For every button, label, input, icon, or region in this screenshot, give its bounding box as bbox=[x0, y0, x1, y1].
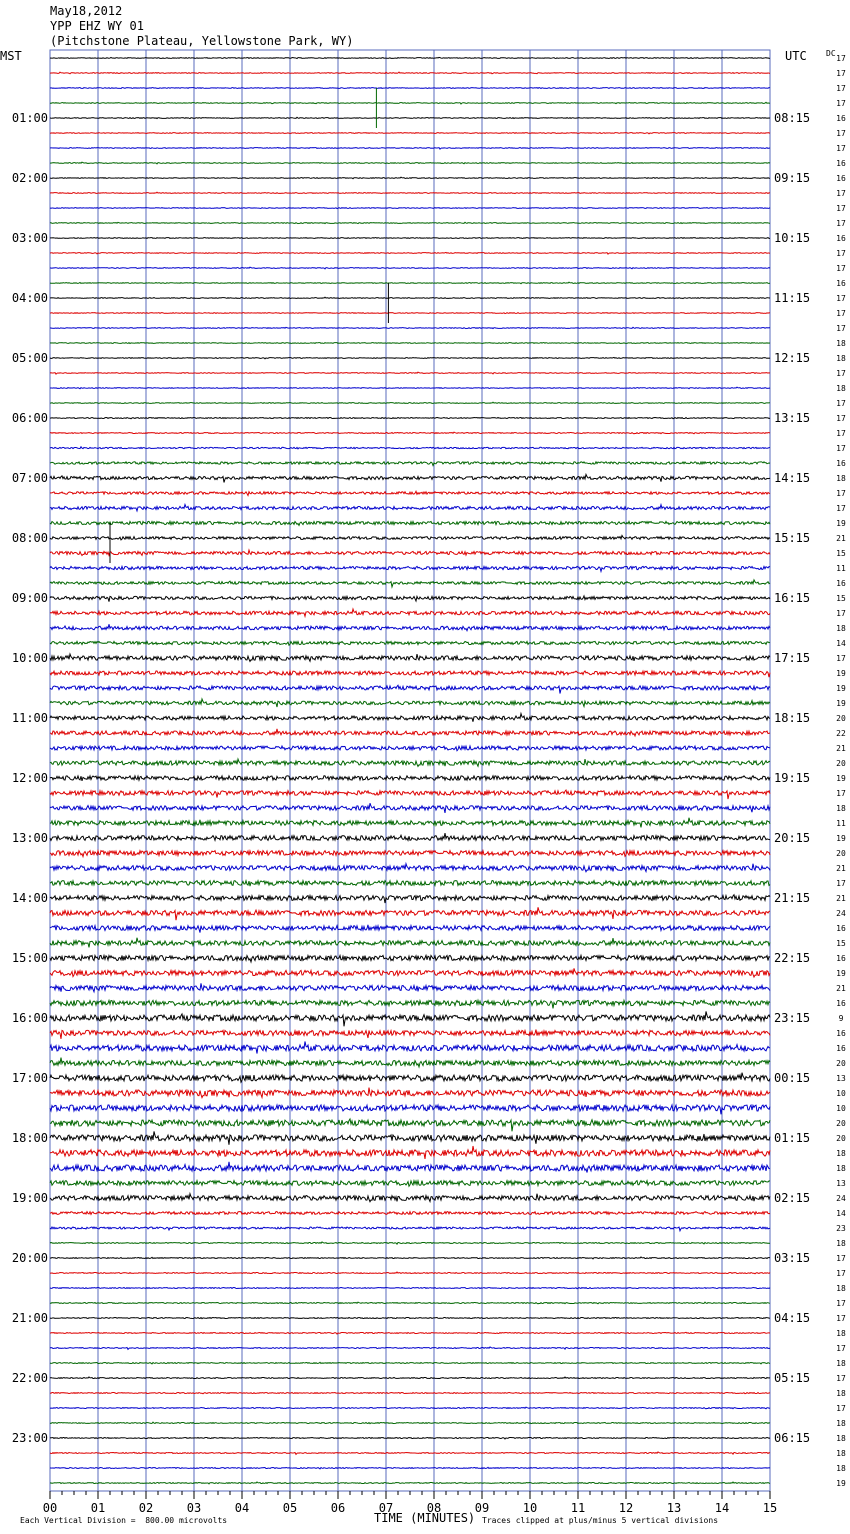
trace-line-blue bbox=[50, 1041, 770, 1053]
right-hour-label: 22:15 bbox=[774, 951, 811, 965]
x-tick-label: 15 bbox=[762, 1501, 778, 1515]
left-hour-label: 15:00 bbox=[11, 951, 48, 965]
trace-line-green bbox=[50, 402, 770, 403]
trace-line-red bbox=[50, 1452, 770, 1454]
trace-line-black bbox=[50, 57, 770, 58]
dc-offset-value: 20 bbox=[836, 759, 846, 768]
dc-offset-value: 13 bbox=[836, 1074, 846, 1083]
trace-line-green bbox=[50, 641, 770, 645]
trace-line-black bbox=[50, 714, 770, 722]
dc-offset-value: 18 bbox=[836, 1164, 846, 1173]
trace-line-black bbox=[50, 833, 770, 840]
dc-offset-value: 17 bbox=[836, 504, 846, 513]
dc-offset-value: 11 bbox=[836, 564, 846, 573]
right-hour-label: 10:15 bbox=[774, 231, 811, 245]
x-tick-label: 01 bbox=[90, 1501, 106, 1515]
trace-line-black bbox=[50, 238, 770, 239]
dc-offset-value: 16 bbox=[836, 999, 846, 1008]
left-hour-label: 14:00 bbox=[11, 891, 48, 905]
header-station: YPP EHZ WY 01 bbox=[50, 19, 144, 33]
trace-line-blue bbox=[50, 1467, 770, 1469]
trace-line-black bbox=[50, 1073, 770, 1082]
trace-line-red bbox=[50, 1146, 770, 1159]
left-hour-label: 22:00 bbox=[11, 1371, 48, 1385]
right-hour-label: 18:15 bbox=[774, 711, 811, 725]
trace-line-green bbox=[50, 162, 770, 164]
trace-line-black bbox=[50, 536, 770, 540]
trace-line-red bbox=[50, 907, 770, 920]
dc-offset-value: 17 bbox=[836, 879, 846, 888]
trace-line-red bbox=[50, 790, 770, 799]
dc-offset-value: 19 bbox=[836, 699, 846, 708]
footer-scale-note: Each Vertical Division = 800.00 microvolts bbox=[20, 1516, 228, 1525]
trace-line-blue bbox=[50, 685, 770, 693]
left-hour-label: 17:00 bbox=[11, 1071, 48, 1085]
trace-line-green bbox=[50, 1482, 770, 1484]
left-hour-label: 12:00 bbox=[11, 771, 48, 785]
left-hour-label: 20:00 bbox=[11, 1251, 48, 1265]
right-hour-label: 20:15 bbox=[774, 831, 811, 845]
trace-line-blue bbox=[50, 88, 770, 89]
left-axis-label: MST bbox=[0, 49, 22, 63]
dc-offset-value: 14 bbox=[836, 1209, 846, 1218]
trace-line-blue bbox=[50, 746, 770, 751]
trace-line-green bbox=[50, 102, 770, 104]
trace-line-black bbox=[50, 895, 770, 903]
dc-offset-value: 10 bbox=[836, 1089, 846, 1098]
dc-offset-value: 10 bbox=[836, 1104, 846, 1113]
dc-offset-value: 21 bbox=[836, 984, 846, 993]
right-hour-label: 09:15 bbox=[774, 171, 811, 185]
trace-line-red bbox=[50, 1212, 770, 1215]
trace-line-black bbox=[50, 596, 770, 602]
trace-line-green bbox=[50, 818, 770, 828]
trace-line-red bbox=[50, 851, 770, 857]
right-axis-label: UTC bbox=[785, 49, 807, 63]
trace-line-black bbox=[50, 955, 770, 961]
dc-offset-value: 18 bbox=[836, 1419, 846, 1428]
dc-offset-value: 18 bbox=[836, 624, 846, 633]
trace-line-green bbox=[50, 343, 770, 344]
dc-offset-value: 16 bbox=[836, 1044, 846, 1053]
dc-offset-value: 18 bbox=[836, 339, 846, 348]
trace-line-green bbox=[50, 222, 770, 223]
trace-line-blue bbox=[50, 803, 770, 813]
dc-offset-value: 18 bbox=[836, 1464, 846, 1473]
left-hour-label: 18:00 bbox=[11, 1131, 48, 1145]
trace-line-black bbox=[50, 1011, 770, 1026]
right-hour-label: 17:15 bbox=[774, 651, 811, 665]
dc-offset-value: 17 bbox=[836, 489, 846, 498]
dc-offset-value: 17 bbox=[836, 1254, 846, 1263]
dc-offset-value: 17 bbox=[836, 129, 846, 138]
dc-offset-value: 19 bbox=[836, 519, 846, 528]
dc-offset-value: 19 bbox=[836, 774, 846, 783]
dc-offset-value: 17 bbox=[836, 249, 846, 258]
dc-offset-value: 16 bbox=[836, 579, 846, 588]
right-hour-label: 12:15 bbox=[774, 351, 811, 365]
dc-offset-value: 20 bbox=[836, 714, 846, 723]
left-hour-label: 10:00 bbox=[11, 651, 48, 665]
dc-offset-value: 18 bbox=[836, 1449, 846, 1458]
trace-line-red bbox=[50, 671, 770, 677]
trace-line-black bbox=[50, 117, 770, 118]
trace-line-red bbox=[50, 72, 770, 74]
dc-offset-value: 16 bbox=[836, 159, 846, 168]
x-tick-label: 02 bbox=[138, 1501, 154, 1515]
trace-line-green bbox=[50, 1000, 770, 1008]
right-hour-label: 16:15 bbox=[774, 591, 811, 605]
right-hour-label: 01:15 bbox=[774, 1131, 811, 1145]
dc-offset-value: 17 bbox=[836, 99, 846, 108]
trace-line-blue bbox=[50, 147, 770, 149]
dc-offset-value: 15 bbox=[836, 939, 846, 948]
trace-line-green bbox=[50, 759, 770, 766]
dc-offset-value: 18 bbox=[836, 1284, 846, 1293]
right-hour-label: 05:15 bbox=[774, 1371, 811, 1385]
right-hour-label: 03:15 bbox=[774, 1251, 811, 1265]
trace-line-blue bbox=[50, 1407, 770, 1409]
x-tick-label: 07 bbox=[378, 1501, 394, 1515]
dc-offset-value: 17 bbox=[836, 1269, 846, 1278]
trace-line-green bbox=[50, 881, 770, 887]
trace-line-red bbox=[50, 609, 770, 616]
dc-offset-value: 16 bbox=[836, 1029, 846, 1038]
trace-line-green bbox=[50, 1119, 770, 1131]
trace-line-green bbox=[50, 1362, 770, 1364]
trace-line-blue bbox=[50, 267, 770, 269]
right-hour-label: 19:15 bbox=[774, 771, 811, 785]
dc-offset-value: 16 bbox=[836, 234, 846, 243]
dc-offset-value: 17 bbox=[836, 294, 846, 303]
trace-line-black bbox=[50, 1437, 770, 1439]
trace-line-red bbox=[50, 252, 770, 254]
dc-offset-value: 20 bbox=[836, 1134, 846, 1143]
trace-line-black bbox=[50, 357, 770, 358]
plot-frame bbox=[50, 50, 770, 1491]
dc-offset-value: 17 bbox=[836, 69, 846, 78]
trace-line-black bbox=[50, 177, 770, 179]
left-hour-label: 09:00 bbox=[11, 591, 48, 605]
right-hour-label: 04:15 bbox=[774, 1311, 811, 1325]
x-tick-label: 03 bbox=[186, 1501, 202, 1515]
x-tick-label: 06 bbox=[330, 1501, 346, 1515]
left-hour-label: 01:00 bbox=[11, 111, 48, 125]
grid-lines bbox=[50, 50, 770, 1491]
left-hour-label: 23:00 bbox=[11, 1431, 48, 1445]
dc-offset-value: 17 bbox=[836, 144, 846, 153]
dc-offset-value: 21 bbox=[836, 534, 846, 543]
dc-label: DC bbox=[826, 49, 836, 58]
left-hour-label: 04:00 bbox=[11, 291, 48, 305]
trace-line-red bbox=[50, 1332, 770, 1334]
trace-line-green bbox=[50, 699, 770, 707]
x-tick-label: 05 bbox=[282, 1501, 298, 1515]
trace-line-green bbox=[50, 1181, 770, 1187]
left-hour-label: 21:00 bbox=[11, 1311, 48, 1325]
trace-line-black bbox=[50, 776, 770, 781]
trace-line-black bbox=[50, 1194, 770, 1202]
dc-offset-value: 17 bbox=[836, 654, 846, 663]
right-hour-label: 14:15 bbox=[774, 471, 811, 485]
left-hour-label: 11:00 bbox=[11, 711, 48, 725]
header-date: May18,2012 bbox=[50, 4, 123, 18]
right-hour-label: 08:15 bbox=[774, 111, 811, 125]
trace-line-blue bbox=[50, 1288, 770, 1289]
footer-clip-note: Traces clipped at plus/minus 5 vertical divisions bbox=[482, 1516, 719, 1525]
dc-offset-value: 18 bbox=[836, 474, 846, 483]
trace-line-black bbox=[50, 1257, 770, 1259]
trace-line-blue bbox=[50, 925, 770, 933]
dc-offset-value: 17 bbox=[836, 1374, 846, 1383]
dc-offset-value: 18 bbox=[836, 354, 846, 363]
trace-line-red bbox=[50, 192, 770, 193]
trace-line-black bbox=[50, 1131, 770, 1144]
dc-offset-value: 17 bbox=[836, 1299, 846, 1308]
right-hour-label: 21:15 bbox=[774, 891, 811, 905]
trace-line-red bbox=[50, 1030, 770, 1039]
dc-offset-value: 15 bbox=[836, 594, 846, 603]
dc-offset-value: 21 bbox=[836, 744, 846, 753]
x-tick-label: 10 bbox=[522, 1501, 538, 1515]
trace-line-blue bbox=[50, 387, 770, 389]
x-tick-label: 00 bbox=[42, 1501, 58, 1515]
dc-offset-value: 18 bbox=[836, 1149, 846, 1158]
dc-offset-value: 18 bbox=[836, 804, 846, 813]
trace-line-red bbox=[50, 729, 770, 736]
dc-offset-value: 24 bbox=[836, 909, 846, 918]
dc-offset-value: 19 bbox=[836, 969, 846, 978]
left-hour-label: 03:00 bbox=[11, 231, 48, 245]
dc-offset-value: 20 bbox=[836, 1059, 846, 1068]
left-hour-label: 02:00 bbox=[11, 171, 48, 185]
dc-offset-value: 17 bbox=[836, 1344, 846, 1353]
trace-line-blue bbox=[50, 327, 770, 328]
trace-line-black bbox=[50, 1377, 770, 1379]
trace-line-blue bbox=[50, 1227, 770, 1231]
dc-offset-value: 17 bbox=[836, 84, 846, 93]
dc-offset-value: 19 bbox=[836, 684, 846, 693]
left-hour-label: 13:00 bbox=[11, 831, 48, 845]
trace-line-green bbox=[50, 938, 770, 948]
dc-offset-value: 18 bbox=[836, 1434, 846, 1443]
dc-offset-value: 16 bbox=[836, 174, 846, 183]
dc-offset-value: 18 bbox=[836, 384, 846, 393]
x-tick-label: 08 bbox=[426, 1501, 442, 1515]
trace-line-red bbox=[50, 1088, 770, 1098]
trace-line-green bbox=[50, 1058, 770, 1067]
left-hour-label: 19:00 bbox=[11, 1191, 48, 1205]
trace-line-green bbox=[50, 282, 770, 284]
dc-offset-value: 21 bbox=[836, 894, 846, 903]
trace-line-blue bbox=[50, 447, 770, 449]
right-hour-label: 00:15 bbox=[774, 1071, 811, 1085]
dc-offset-value: 17 bbox=[836, 399, 846, 408]
dc-offset-value: 17 bbox=[836, 54, 846, 63]
trace-line-blue bbox=[50, 864, 770, 872]
trace-line-blue bbox=[50, 624, 770, 630]
trace-line-blue bbox=[50, 1347, 770, 1349]
left-hour-label: 05:00 bbox=[11, 351, 48, 365]
dc-offset-value: 16 bbox=[836, 924, 846, 933]
dc-offset-value: 17 bbox=[836, 414, 846, 423]
header-location: (Pitchstone Plateau, Yellowstone Park, WY) bbox=[50, 34, 354, 48]
dc-offset-value: 17 bbox=[836, 1404, 846, 1413]
trace-line-black bbox=[50, 1317, 770, 1318]
trace-line-red bbox=[50, 372, 770, 374]
right-hour-label: 02:15 bbox=[774, 1191, 811, 1205]
right-hour-label: 23:15 bbox=[774, 1011, 811, 1025]
dc-offset-value: 17 bbox=[836, 444, 846, 453]
trace-line-black bbox=[50, 297, 770, 298]
right-hour-label: 15:15 bbox=[774, 531, 811, 545]
dc-offset-value: 17 bbox=[836, 219, 846, 228]
trace-line-blue bbox=[50, 1162, 770, 1173]
left-hour-label: 06:00 bbox=[11, 411, 48, 425]
trace-line-red bbox=[50, 313, 770, 314]
x-tick-label: 13 bbox=[666, 1501, 682, 1515]
dc-offset-value: 21 bbox=[836, 864, 846, 873]
trace-line-red bbox=[50, 432, 770, 434]
dc-offset-value: 23 bbox=[836, 1224, 846, 1233]
dc-offset-value: 18 bbox=[836, 1389, 846, 1398]
trace-line-red bbox=[50, 1393, 770, 1394]
trace-line-green bbox=[50, 1302, 770, 1304]
dc-offset-value: 16 bbox=[836, 954, 846, 963]
trace-line-green bbox=[50, 521, 770, 525]
dc-offset-value: 24 bbox=[836, 1194, 846, 1203]
trace-line-black bbox=[50, 474, 770, 482]
dc-offset-value: 19 bbox=[836, 834, 846, 843]
trace-line-red bbox=[50, 491, 770, 495]
dc-offset-value: 17 bbox=[836, 609, 846, 618]
trace-line-blue bbox=[50, 983, 770, 991]
trace-line-black bbox=[50, 654, 770, 661]
trace-line-red bbox=[50, 550, 770, 555]
dc-offset-value: 15 bbox=[836, 549, 846, 558]
dc-offset-value: 9 bbox=[838, 1014, 844, 1023]
left-hour-label: 08:00 bbox=[11, 531, 48, 545]
x-tick-label: 11 bbox=[570, 1501, 586, 1515]
dc-offset-value: 17 bbox=[836, 789, 846, 798]
dc-offset-value: 17 bbox=[836, 1314, 846, 1323]
trace-line-red bbox=[50, 1272, 770, 1274]
dc-offset-value: 17 bbox=[836, 324, 846, 333]
dc-offset-value: 14 bbox=[836, 639, 846, 648]
dc-offset-value: 13 bbox=[836, 1179, 846, 1188]
dc-offset-value: 17 bbox=[836, 309, 846, 318]
trace-line-red bbox=[50, 968, 770, 977]
trace-line-black bbox=[50, 418, 770, 419]
left-hour-label: 16:00 bbox=[11, 1011, 48, 1025]
x-tick-label: 12 bbox=[618, 1501, 634, 1515]
dc-offset-value: 11 bbox=[836, 819, 846, 828]
right-hour-label: 13:15 bbox=[774, 411, 811, 425]
dc-offset-value: 16 bbox=[836, 459, 846, 468]
dc-offset-value: 18 bbox=[836, 1329, 846, 1338]
right-hour-label: 11:15 bbox=[774, 291, 811, 305]
x-tick-label: 14 bbox=[714, 1501, 730, 1515]
trace-line-blue bbox=[50, 1105, 770, 1114]
dc-offset-value: 16 bbox=[836, 114, 846, 123]
dc-offset-value: 20 bbox=[836, 849, 846, 858]
x-axis-label: TIME (MINUTES) bbox=[374, 1511, 476, 1525]
x-tick-label: 04 bbox=[234, 1501, 250, 1515]
dc-offset-value: 20 bbox=[836, 1119, 846, 1128]
trace-line-blue bbox=[50, 566, 770, 571]
dc-offset-value: 17 bbox=[836, 429, 846, 438]
dc-offset-value: 18 bbox=[836, 1359, 846, 1368]
trace-line-blue bbox=[50, 208, 770, 209]
trace-line-red bbox=[50, 133, 770, 134]
dc-offset-value: 17 bbox=[836, 264, 846, 273]
dc-offset-value: 17 bbox=[836, 204, 846, 213]
dc-offset-value: 18 bbox=[836, 1239, 846, 1248]
x-tick-label: 09 bbox=[474, 1501, 490, 1515]
trace-line-green bbox=[50, 1242, 770, 1244]
dc-offset-value: 16 bbox=[836, 279, 846, 288]
trace-line-green bbox=[50, 1422, 770, 1424]
trace-line-blue bbox=[50, 505, 770, 511]
trace-line-green bbox=[50, 580, 770, 587]
dc-offset-value: 17 bbox=[836, 189, 846, 198]
dc-offset-value: 19 bbox=[836, 1479, 846, 1488]
trace-line-green bbox=[50, 462, 770, 466]
dc-offset-value: 17 bbox=[836, 369, 846, 378]
left-hour-label: 07:00 bbox=[11, 471, 48, 485]
dc-offset-value: 19 bbox=[836, 669, 846, 678]
dc-offset-value: 22 bbox=[836, 729, 846, 738]
right-hour-label: 06:15 bbox=[774, 1431, 811, 1445]
